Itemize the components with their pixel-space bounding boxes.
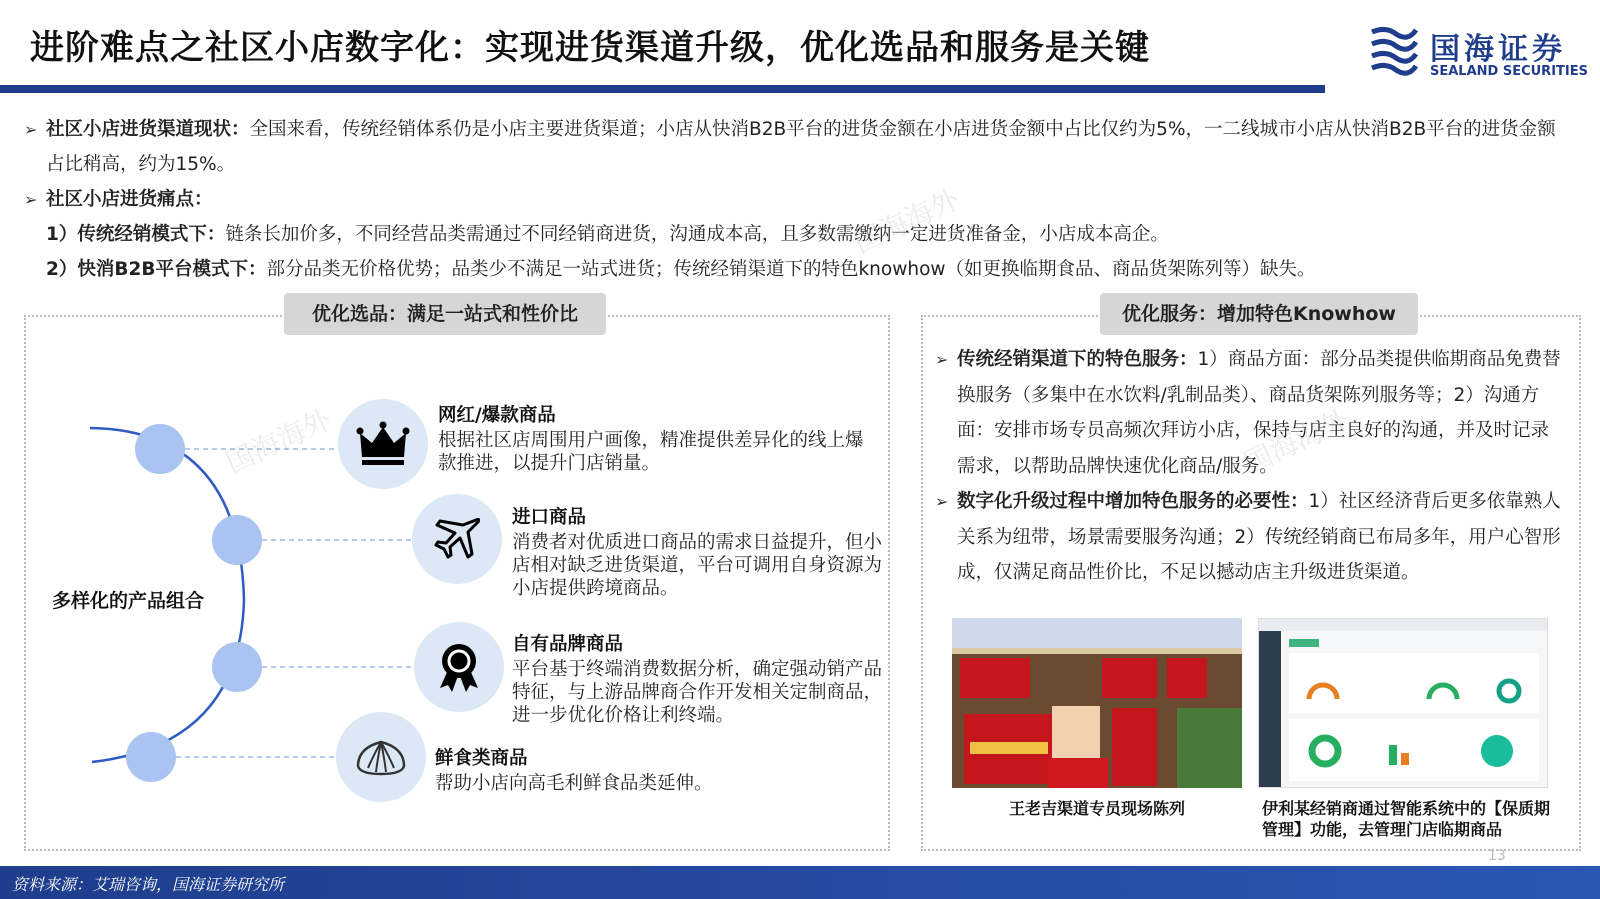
watermark: 国海海外 <box>848 182 965 260</box>
bullet-text: 1）商品方面：部分品类提供临期商品免费替换服务（多集中在水饮料/乳制品类）、商品货架陈列服务等；2）沟通方面：安排市场专员高频次拜访小店，保持与店主良好的沟通，并及时记录需求，以帮助品牌快速优化商品/服务。 <box>957 349 1561 477</box>
airplane-icon <box>430 512 484 566</box>
company-logo <box>1368 24 1588 84</box>
award-ribbon-icon <box>432 640 486 694</box>
item-text: 帮助小店向高毛利鲜食品类延伸。 <box>435 773 713 794</box>
item-text: 根据社区店周围用户画像，精准提供差异化的线上爆款推进，以提升门店销量。 <box>438 430 864 474</box>
product-item-import <box>512 506 882 600</box>
pain-label: 2）快消B2B平台模式下： <box>46 259 267 280</box>
source-note: 资料来源：艾瑞咨询，国海证券研究所 <box>12 875 285 894</box>
diagram-node <box>135 424 185 474</box>
product-item-hot <box>438 404 878 475</box>
dashboard-image <box>1259 619 1547 787</box>
award-icon-circle <box>414 622 504 712</box>
page-title: 进阶难点之社区小店数字化：实现进货渠道升级，优化选品和服务是关键 <box>30 28 1150 68</box>
watermark: 国海海外 <box>1238 402 1355 480</box>
bullet-arrow-icon: ➢ <box>24 120 38 139</box>
bullet-arrow-icon: ➢ <box>24 190 38 209</box>
logo-english-name: SEALAND SECURITIES <box>1430 64 1588 79</box>
logo-chinese-name: 国海证券 <box>1430 32 1566 67</box>
bullet-label: 社区小店进货渠道现状： <box>46 119 250 140</box>
diagram-node <box>212 642 262 692</box>
crown-icon <box>356 417 410 471</box>
shelf-life-system-screenshot <box>1258 618 1548 788</box>
bullet-arrow-icon: ➢ <box>935 350 949 369</box>
crown-icon-circle <box>338 399 428 489</box>
pain-point-2 <box>24 252 1574 287</box>
store-shelf-image <box>952 618 1242 788</box>
photo-caption-wanglaoji: 王老吉渠道专员现场陈列 <box>1008 799 1185 818</box>
footer-bar <box>0 866 1600 899</box>
item-title: 鲜食类商品 <box>435 748 528 769</box>
item-text: 消费者对优质进口商品的需求日益提升，但小店相对缺乏进货渠道，平台可调用自身资源为小店提供跨境商品。 <box>512 532 883 599</box>
bullet-label: 传统经销渠道下的特色服务： <box>957 349 1198 370</box>
bullet-label: 数字化升级过程中增加特色服务的必要性： <box>957 491 1309 512</box>
intro-bullet-pain <box>24 182 1574 217</box>
item-title: 自有品牌商品 <box>512 634 624 655</box>
item-title: 网红/爆款商品 <box>438 405 556 426</box>
item-title: 进口商品 <box>512 507 587 528</box>
service-tag: 优化服务：增加特色Knowhow <box>1100 293 1418 335</box>
sealand-logo-icon <box>1368 24 1420 78</box>
bullet-label: 社区小店进货痛点： <box>46 189 213 210</box>
watermark: 国海海外 <box>220 402 337 480</box>
intro-section <box>24 112 1574 287</box>
diagram-node <box>212 515 262 565</box>
airplane-icon-circle <box>412 494 502 584</box>
pain-label: 1）传统经销模式下： <box>46 224 226 245</box>
service-bullet-necessity <box>935 484 1567 591</box>
product-selection-tag: 优化选品：满足一站式和性价比 <box>284 293 606 335</box>
title-underline <box>0 85 1325 93</box>
product-item-private-label <box>512 633 882 727</box>
product-item-fresh <box>435 747 875 795</box>
photo-caption-yili: 伊利某经销商通过智能系统中的【保质期管理】功能，去管理门店临期商品 <box>1262 799 1551 839</box>
bun-icon <box>354 730 408 784</box>
bun-icon-circle <box>336 712 426 802</box>
bullet-text: 全国来看，传统经销体系仍是小店主要进货渠道；小店从快消B2B平台的进货金额在小店进货金额中占比仅约为5%，一二线城市小店从快消B2B平台的进货金额占比稍高，约为15%。 <box>46 119 1556 175</box>
item-text: 平台基于终端消费数据分析，确定强动销产品特征，与上游品牌商合作开发相关定制商品，进一步优化价格让利终端。 <box>512 659 883 726</box>
pain-point-1 <box>24 217 1574 252</box>
bullet-text: 1）社区经济背后更多依靠熟人关系为纽带，场景需要服务沟通；2）传统经销商已布局多年，用户心智形成，仅满足商品性价比，不足以撼动店主升级进货渠道。 <box>957 491 1561 583</box>
pain-text: 链条长加价多，不同经营品类需通过不同经销商进货，沟通成本高，且多数需缴纳一定进货准备金，小店成本高企。 <box>225 224 1169 245</box>
store-display-photo <box>952 618 1242 788</box>
diagram-node <box>126 732 176 782</box>
page-number: 13 <box>1488 848 1506 864</box>
product-combo-label: 多样化的产品组合 <box>52 590 205 612</box>
pain-text: 部分品类无价格优势；品类少不满足一站式进货；传统经销渠道下的特色knowhow（如更换临期食品、商品货架陈列等）缺失。 <box>266 259 1316 280</box>
bullet-arrow-icon: ➢ <box>935 492 949 511</box>
intro-bullet-status <box>24 112 1574 182</box>
